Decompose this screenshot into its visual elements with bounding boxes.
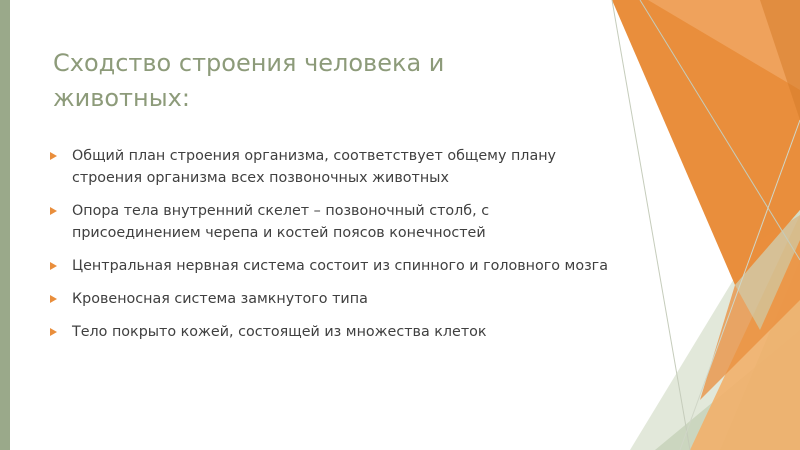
- bullet-text: Тело покрыто кожей, состоящей из множества клеток: [72, 324, 487, 340]
- bullet-text: Центральная нервная система состоит из спинного и головного мозга: [72, 258, 608, 274]
- bullet-arrow-icon: [50, 328, 57, 336]
- bullet-list: [50, 145, 610, 354]
- bullet-text: Общий план строения организма, соответствует общему плану строения организма всех позвоночных животных: [72, 148, 557, 186]
- slide-title: Сходство строения человека и животных:: [53, 49, 445, 112]
- bullet-arrow-icon: [50, 207, 57, 215]
- list-item: [50, 145, 610, 189]
- bullet-text: Опора тела внутренний скелет – позвоночный столб, с присоединением черепа и костей поясов конечностей: [72, 203, 490, 241]
- list-item: [50, 255, 610, 277]
- bullet-arrow-icon: [50, 295, 57, 303]
- bullet-arrow-icon: [50, 152, 57, 160]
- bullet-arrow-icon: [50, 262, 57, 270]
- list-item: [50, 288, 610, 310]
- bullet-text: Кровеносная система замкнутого типа: [72, 291, 368, 307]
- list-item: [50, 200, 610, 244]
- list-item: [50, 321, 610, 343]
